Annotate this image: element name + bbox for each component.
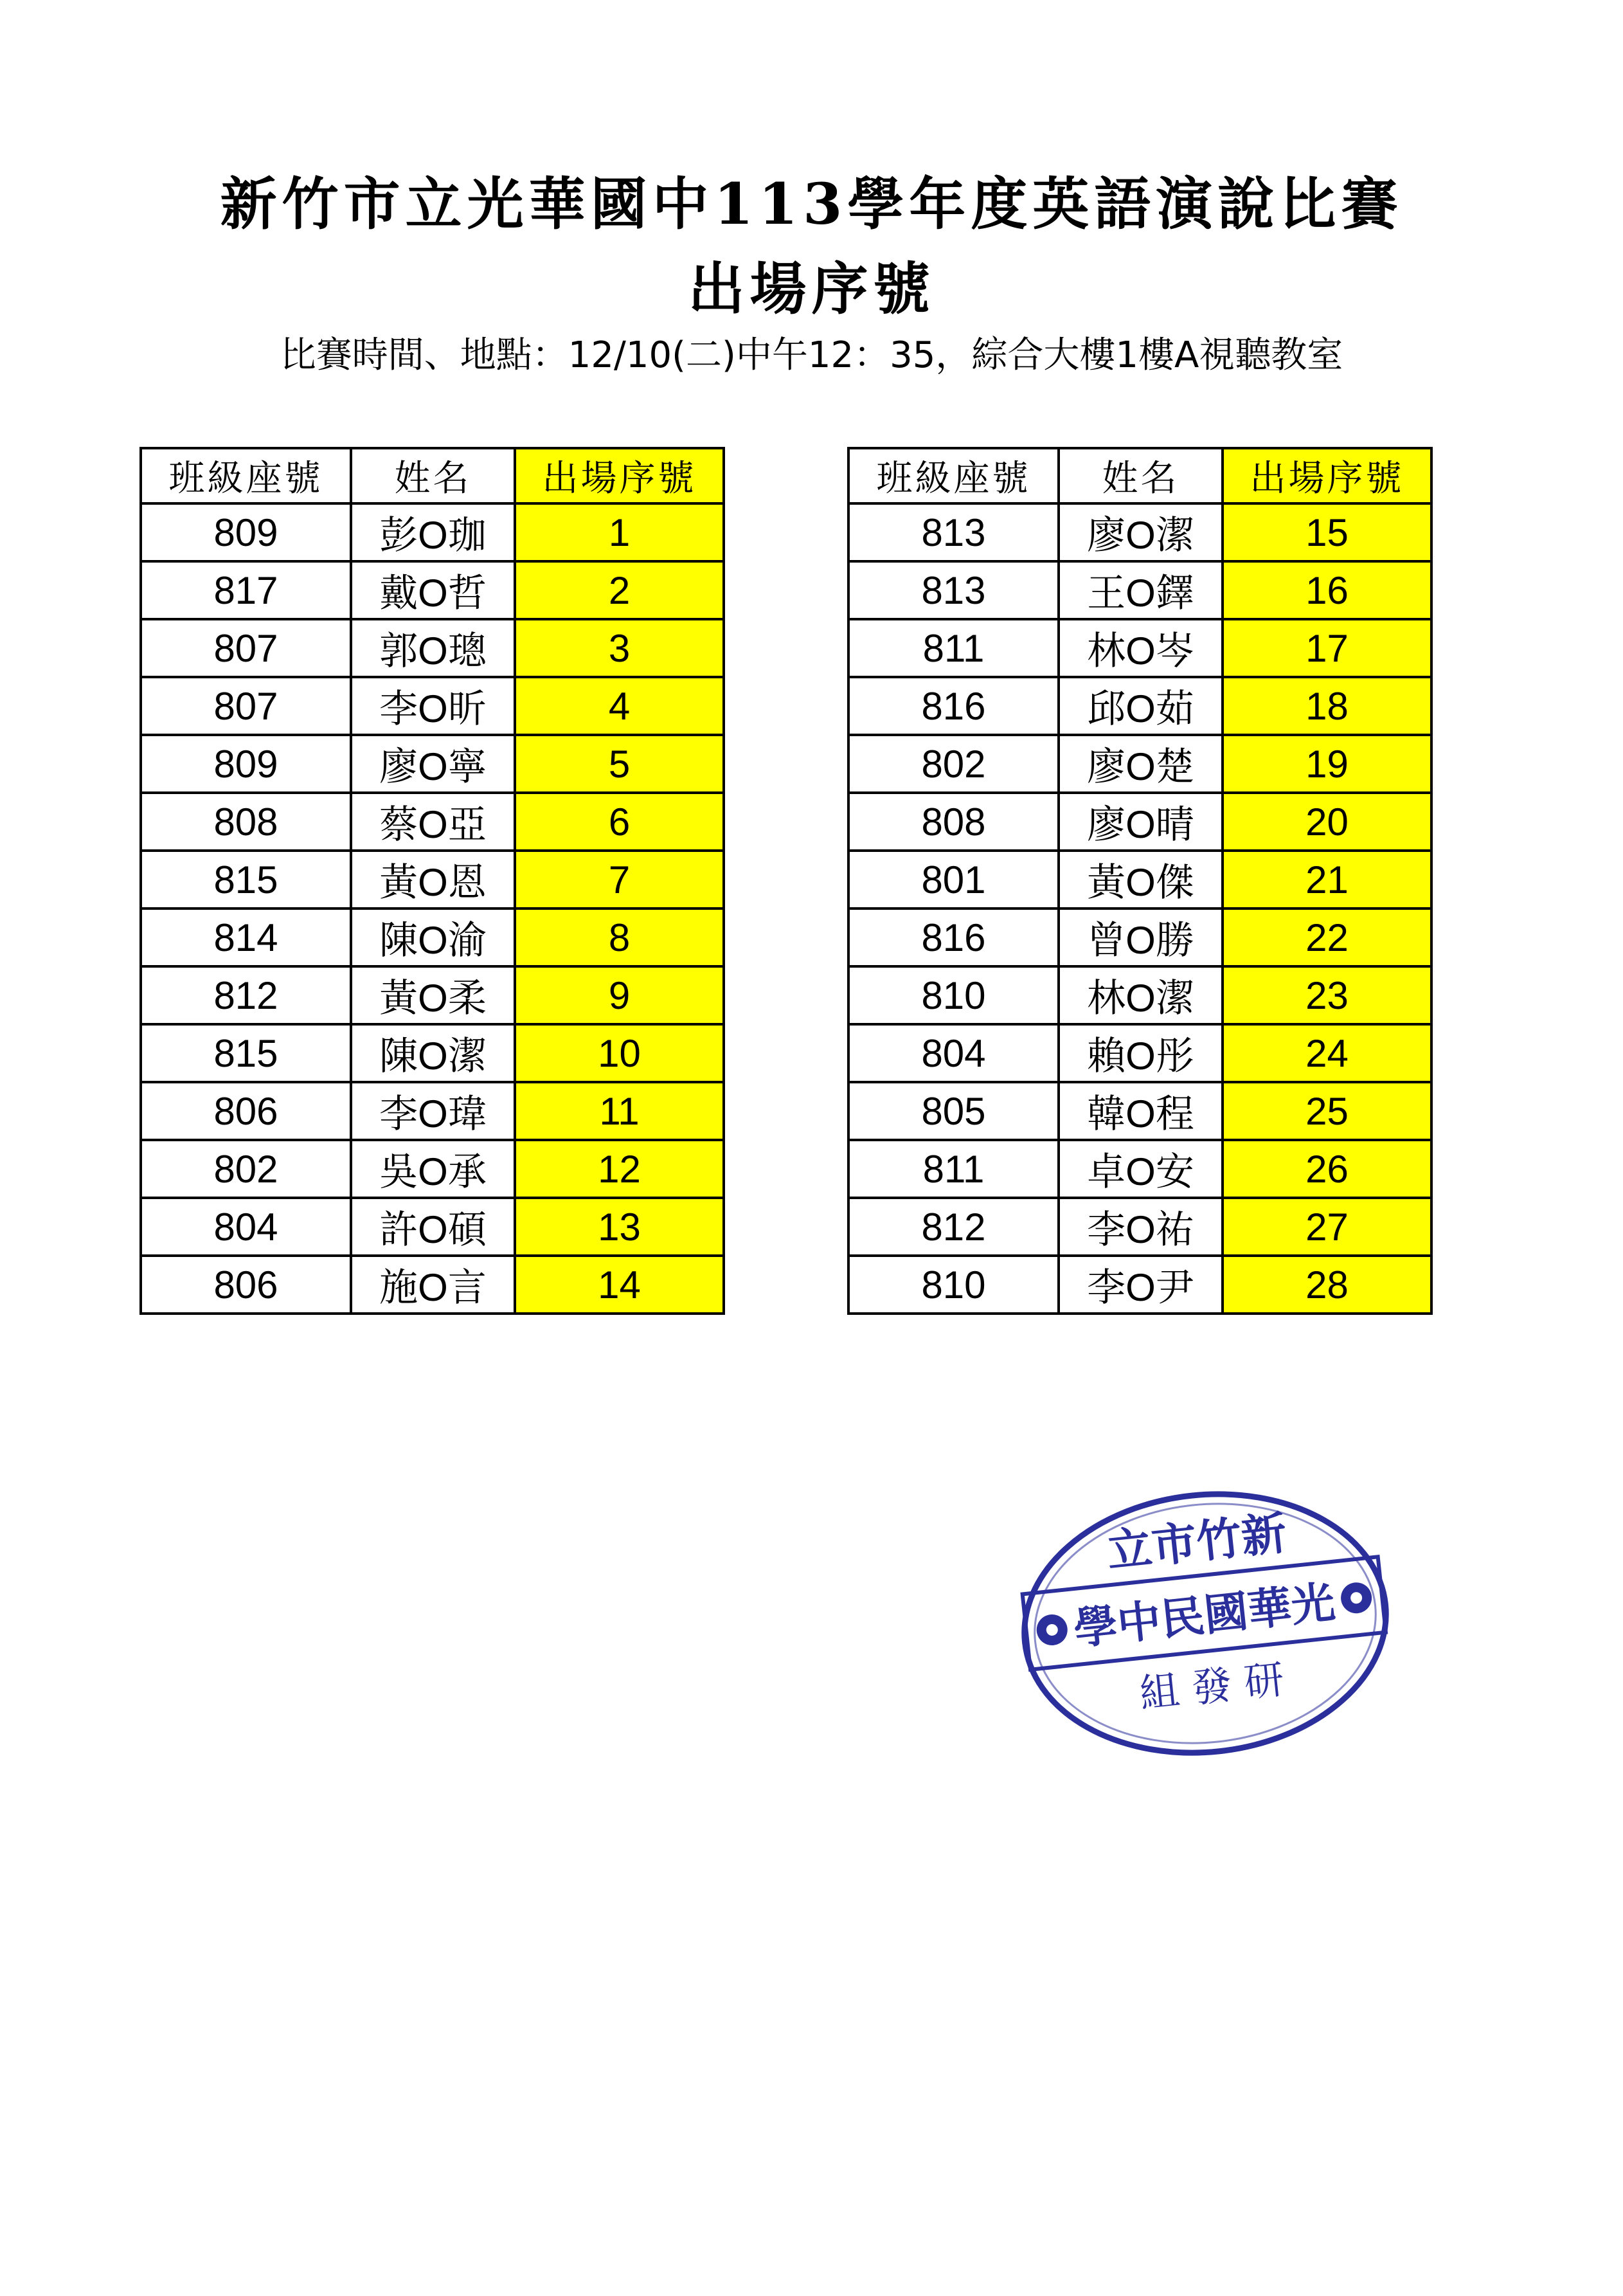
table-row [141,677,724,735]
cell-name: 廖O寧 [351,735,515,793]
table-row [141,619,724,677]
cell-order: 2 [515,561,724,619]
cell-name: 林O潔 [1059,966,1223,1024]
cell-class-seat: 807 [141,677,351,735]
table-row [141,1198,724,1256]
cell-name: 廖O晴 [1059,793,1223,851]
cell-name: 李O瑋 [351,1082,515,1140]
table-row [141,851,724,908]
header-order: 出場序號 [1223,448,1431,503]
table-row [141,966,724,1024]
cell-name: 郭O璁 [351,619,515,677]
cell-order: 3 [515,619,724,677]
cell-order: 17 [1223,619,1431,677]
cell-class-seat: 809 [141,503,351,561]
cell-name: 韓O程 [1059,1082,1223,1140]
cell-order: 28 [1223,1256,1431,1314]
table-row [141,1140,724,1198]
stamp-line-2: 學中民國華光 [1071,1576,1338,1656]
cell-order: 13 [515,1198,724,1256]
cell-class-seat: 806 [141,1082,351,1140]
cell-order: 5 [515,735,724,793]
table-row [848,677,1431,735]
table-row [141,561,724,619]
cell-class-seat: 815 [141,851,351,908]
table-row [141,735,724,793]
cell-class-seat: 806 [141,1256,351,1314]
table-row [141,1024,724,1082]
cell-name: 王O鐸 [1059,561,1223,619]
table-row [848,793,1431,851]
cell-name: 邱O茹 [1059,677,1223,735]
table-row [848,735,1431,793]
cell-class-seat: 812 [141,966,351,1024]
table-row [141,503,724,561]
school-seal-stamp [1012,1479,1398,1768]
cell-name: 卓O安 [1059,1140,1223,1198]
cell-name: 黃O恩 [351,851,515,908]
table-header-row [141,448,724,503]
cell-class-seat: 802 [141,1140,351,1198]
cell-class-seat: 814 [141,908,351,966]
table-row [848,966,1431,1024]
header-name: 姓名 [1059,448,1223,503]
table-row [848,561,1431,619]
cell-name: 李O昕 [351,677,515,735]
cell-name: 林O岑 [1059,619,1223,677]
cell-order: 23 [1223,966,1431,1024]
document-title: 新竹市立光華國中113學年度英語演說比賽 [220,170,1403,237]
cell-name: 賴O彤 [1059,1024,1223,1082]
cell-name: 廖O楚 [1059,735,1223,793]
cell-order: 26 [1223,1140,1431,1198]
cell-class-seat: 816 [848,677,1059,735]
header-class-seat: 班級座號 [848,448,1059,503]
cell-class-seat: 808 [141,793,351,851]
cell-class-seat: 810 [848,966,1059,1024]
table-row [141,1082,724,1140]
order-table-right [847,447,1433,1315]
table-row [848,503,1431,561]
cell-order: 9 [515,966,724,1024]
table-row [848,1256,1431,1314]
order-table-left [139,447,725,1315]
table-header-row [848,448,1431,503]
cell-order: 15 [1223,503,1431,561]
cell-order: 4 [515,677,724,735]
cell-class-seat: 809 [141,735,351,793]
table-row [141,1256,724,1314]
cell-name: 李O祐 [1059,1198,1223,1256]
cell-name: 蔡O亞 [351,793,515,851]
cell-order: 20 [1223,793,1431,851]
cell-name: 吳O承 [351,1140,515,1198]
cell-name: 陳O潔 [351,1024,515,1082]
cell-order: 22 [1223,908,1431,966]
cell-class-seat: 811 [848,1140,1059,1198]
cell-name: 戴O哲 [351,561,515,619]
plum-flower-icon [1340,1581,1374,1615]
cell-name: 黃O傑 [1059,851,1223,908]
cell-class-seat: 804 [141,1198,351,1256]
table-row [848,619,1431,677]
cell-name: 李O尹 [1059,1256,1223,1314]
table-row [848,1082,1431,1140]
header-class-seat: 班級座號 [141,448,351,503]
cell-name: 施O言 [351,1256,515,1314]
cell-order: 21 [1223,851,1431,908]
table-row [848,1140,1431,1198]
plum-flower-icon [1035,1613,1069,1647]
cell-order: 18 [1223,677,1431,735]
cell-class-seat: 813 [848,561,1059,619]
cell-class-seat: 813 [848,503,1059,561]
cell-class-seat: 812 [848,1198,1059,1256]
cell-order: 10 [515,1024,724,1082]
table-row [848,851,1431,908]
table-row [848,1198,1431,1256]
cell-class-seat: 816 [848,908,1059,966]
cell-class-seat: 810 [848,1256,1059,1314]
cell-class-seat: 817 [141,561,351,619]
cell-class-seat: 811 [848,619,1059,677]
cell-order: 24 [1223,1024,1431,1082]
table-row [848,908,1431,966]
table-row [848,1024,1431,1082]
cell-name: 廖O潔 [1059,503,1223,561]
cell-order: 16 [1223,561,1431,619]
cell-name: 陳O渝 [351,908,515,966]
cell-name: 黃O柔 [351,966,515,1024]
cell-class-seat: 804 [848,1024,1059,1082]
cell-order: 12 [515,1140,724,1198]
cell-order: 11 [515,1082,724,1140]
event-time-location: 比賽時間、地點：12/10(二)中午12：35，綜合大樓1樓A視聽教室 [280,334,1343,376]
cell-name: 彭O珈 [351,503,515,561]
document-subtitle-heading: 出場序號 [688,255,935,322]
cell-order: 7 [515,851,724,908]
cell-order: 1 [515,503,724,561]
table-row [141,793,724,851]
cell-class-seat: 801 [848,851,1059,908]
table-row [141,908,724,966]
stamp-line-3: 組 發 研 [1137,1655,1287,1718]
cell-class-seat: 805 [848,1082,1059,1140]
cell-order: 14 [515,1256,724,1314]
stamp-line-1: 立市竹新 [1104,1506,1289,1578]
cell-order: 19 [1223,735,1431,793]
cell-order: 8 [515,908,724,966]
cell-order: 25 [1223,1082,1431,1140]
header-name: 姓名 [351,448,515,503]
cell-name: 許O碩 [351,1198,515,1256]
cell-order: 6 [515,793,724,851]
cell-order: 27 [1223,1198,1431,1256]
cell-class-seat: 815 [141,1024,351,1082]
cell-name: 曾O勝 [1059,908,1223,966]
cell-class-seat: 807 [141,619,351,677]
cell-class-seat: 802 [848,735,1059,793]
header-order: 出場序號 [515,448,724,503]
cell-class-seat: 808 [848,793,1059,851]
